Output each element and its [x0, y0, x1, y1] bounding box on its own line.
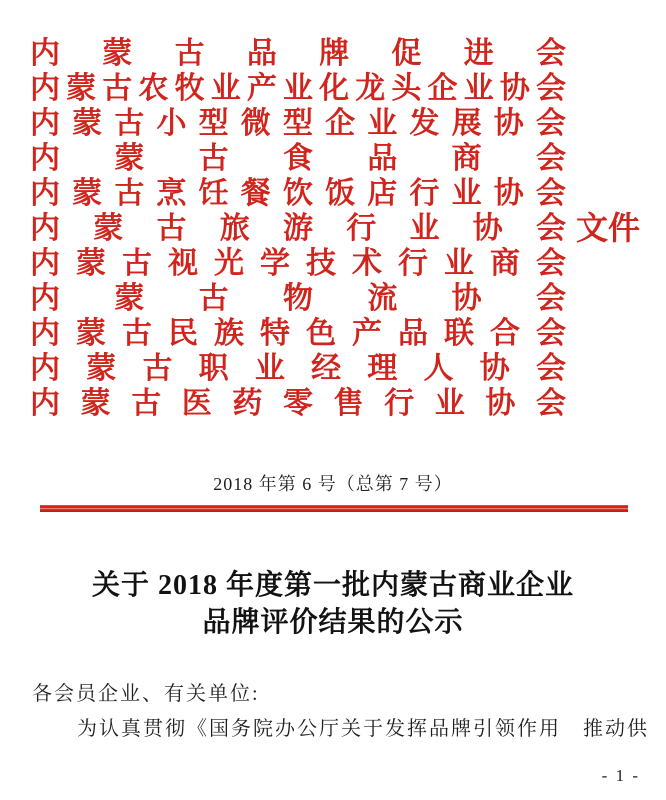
- org-name-line: 内 蒙 古 物 流 协 会: [30, 282, 566, 315]
- org-name-line: 内 蒙 古 医 药 零 售 行 业 协 会: [30, 387, 566, 420]
- red-divider-rule: [40, 505, 628, 512]
- org-name-line: 内 蒙 古 烹 饪 餐 饮 饭 店 行 业 协 会: [30, 177, 566, 210]
- org-name-line: 内 蒙 古 视 光 学 技 术 行 业 商 会: [30, 247, 566, 280]
- org-name-line: 内 蒙 古 品 牌 促 进 会: [30, 37, 566, 70]
- red-letterhead-org-list: [30, 36, 566, 421]
- org-name-line: 内 蒙 古 食 品 商 会: [30, 142, 566, 175]
- org-name-line: 内 蒙 古 民 族 特 色 产 品 联 合 会: [30, 317, 566, 350]
- salutation-line: 各会员企业、有关单位:: [32, 683, 260, 705]
- document-title-line-2: 品牌评价结果的公示: [202, 607, 464, 638]
- document-title-line-1: 关于 2018 年度第一批内蒙古商业企业: [91, 570, 574, 601]
- body-opening-paragraph: 为认真贯彻《国务院办公厅关于发挥品牌引领作用 推动供: [77, 718, 649, 740]
- org-name-line: 内 蒙 古 农 牧 业 产 业 化 龙 头 企 业 协 会: [30, 72, 566, 105]
- org-name-line: 内 蒙 古 小 型 微 型 企 业 发 展 协 会: [30, 107, 566, 140]
- doc-type-label: 文件: [576, 210, 641, 246]
- org-name-line: 内 蒙 古 职 业 经 理 人 协 会: [30, 352, 566, 385]
- org-name-line: 内 蒙 古 旅 游 行 业 协 会: [30, 212, 566, 245]
- document-title: [0, 567, 666, 641]
- page-number: - 1 -: [601, 766, 640, 785]
- issue-number-line: 2018 年第 6 号（总第 7 号）: [213, 474, 453, 494]
